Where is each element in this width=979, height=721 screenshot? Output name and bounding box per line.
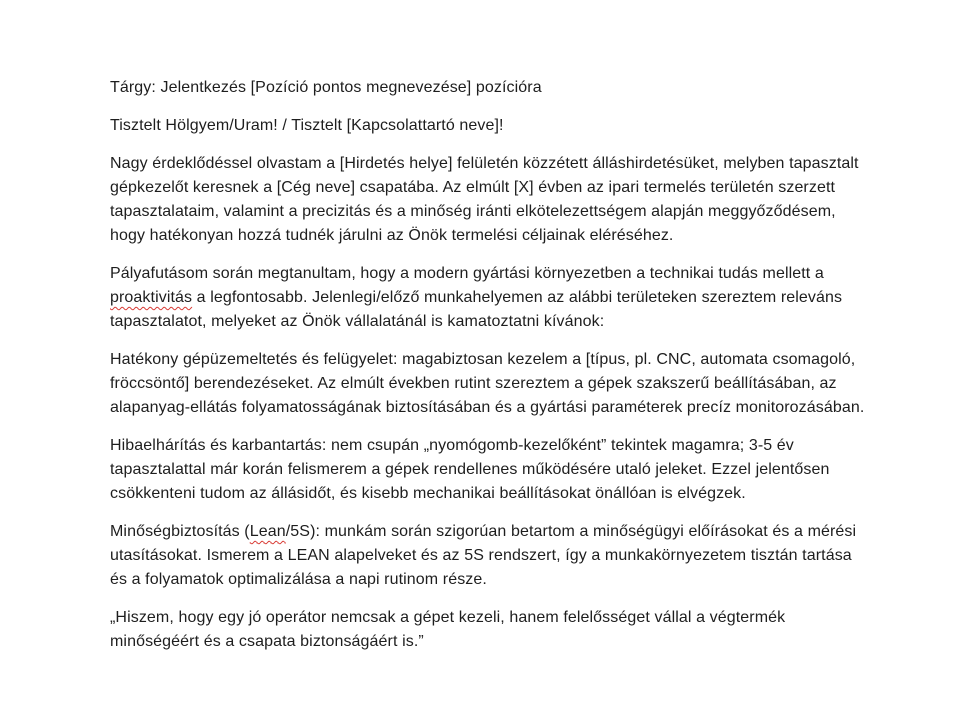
paragraph-machine-operation xyxy=(110,348,873,420)
paragraph-career-summary xyxy=(110,262,873,334)
misspelled-word: proaktivitás xyxy=(110,289,193,306)
paragraph-salutation xyxy=(110,114,873,138)
text-run: Hibaelhárítás és karbantartás: nem csupán „nyomógomb-kezelőként” tekintek magamra; 3-5 év tapasztalattal már korán felismerem a gépek rendellenes működésére utaló jeleket. Ezzel jelentősen csökkenteni tudom az állásidőt, és kisebb mechanikai beállításokat önállóan is elvégzek. xyxy=(110,437,830,502)
text-run: Tisztelt Hölgyem/Uram! / Tisztelt [Kapcsolattartó neve]! xyxy=(110,117,504,134)
paragraph-closing-quote xyxy=(110,606,873,654)
paragraph-quality-assurance xyxy=(110,520,873,592)
text-run: Minőségbiztosítás ( xyxy=(110,523,250,540)
paragraph-intro xyxy=(110,152,873,248)
text-run: /5S): munkám során szigorúan betartom a minőségügyi előírásokat és a mérési utasításokat. Ismerem a LEAN alapelveket és az 5S rendszert, így a munkakörnyezetem tisztán tartása és a folyamatok optimalizálása a napi rutinom része. xyxy=(110,523,857,588)
text-run: Nagy érdeklődéssel olvastam a [Hirdetés helye] felületén közzétett álláshirdetésüket, melyben tapasztalt gépkezelőt keresnek a [Cég neve] csapatába. Az elmúlt [X] évben az ipari termelés területén szerzett tapasztalataim, valamint a precizitás és a minőség iránti elkötelezettségem alapján meggyőződésem, hogy hatékonyan hozzá tudnék járulni az Önök termelési céljainak eléréséhez. xyxy=(110,155,859,244)
text-run: Tárgy: Jelentkezés [Pozíció pontos megnevezése] pozícióra xyxy=(110,79,542,96)
misspelled-word: Lean xyxy=(249,523,286,540)
paragraph-troubleshooting-maintenance xyxy=(110,434,873,506)
text-run: a legfontosabb. Jelenlegi/előző munkahelyemen az alábbi területeken szereztem releváns tapasztalatot, melyeket az Önök vállalatánál is kamatoztatni kívánok: xyxy=(110,289,843,330)
document-body[interactable] xyxy=(110,76,873,654)
text-run: „Hiszem, hogy egy jó operátor nemcsak a gépet kezeli, hanem felelősséget vállal a végtermék minőségéért és a csapata biztonságáért is.” xyxy=(110,609,786,650)
text-run: Pályafutásom során megtanultam, hogy a modern gyártási környezetben a technikai tudás mellett a xyxy=(110,265,824,282)
text-run: Hatékony gépüzemeltetés és felügyelet: magabiztosan kezelem a [típus, pl. CNC, automata csomagoló, fröccsöntő] berendezéseket. Az elmúlt években rutint szereztem a gépek szakszerű beállításában, az alapanyag-ellátás folyamatosságának biztosításában és a gyártási paraméterek precíz monitorozásában. xyxy=(110,351,865,416)
paragraph-subject-line xyxy=(110,76,873,100)
